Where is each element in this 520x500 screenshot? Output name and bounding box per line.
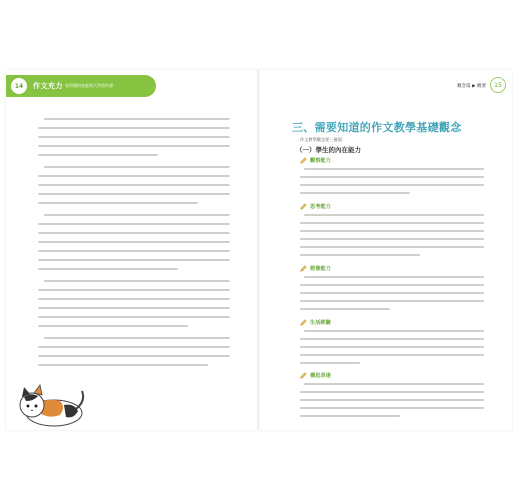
pencil-icon bbox=[300, 372, 307, 379]
section-intro: 作文教學觀念要三層面： bbox=[300, 137, 347, 142]
left-header-band bbox=[6, 75, 156, 97]
right-header-label: 概念篇 ▶ 概要 bbox=[457, 84, 486, 89]
item-life-experience bbox=[300, 318, 331, 326]
cat-illustration bbox=[16, 375, 86, 427]
item-label: 生活經驗 bbox=[310, 319, 331, 326]
item-imagination bbox=[300, 264, 331, 272]
item-label: 思考能力 bbox=[310, 203, 331, 210]
book-spread bbox=[6, 70, 512, 430]
right-page bbox=[260, 70, 512, 430]
left-header-title: 作文充力 bbox=[33, 82, 63, 90]
section-title: 三、需要知道的作文教學基礎觀念 bbox=[292, 121, 462, 134]
pencil-icon bbox=[300, 157, 307, 164]
left-page bbox=[6, 70, 258, 430]
item-label: 構思表達 bbox=[310, 372, 331, 379]
subsection-title: （一）學生的內在能力 bbox=[296, 146, 361, 154]
pencil-icon bbox=[300, 203, 307, 210]
item-label: 想像能力 bbox=[310, 265, 331, 272]
item-label: 觀察能力 bbox=[310, 157, 331, 164]
pencil-icon bbox=[300, 265, 307, 272]
left-header-subtitle: 看得懂的家庭與大學寫作課 bbox=[65, 83, 113, 88]
right-page-number: 15 bbox=[490, 77, 506, 93]
item-thinking bbox=[300, 202, 331, 210]
item-observation bbox=[300, 156, 331, 164]
left-page-number: 14 bbox=[11, 78, 27, 94]
item-expression bbox=[300, 371, 331, 379]
pencil-icon bbox=[300, 319, 307, 326]
